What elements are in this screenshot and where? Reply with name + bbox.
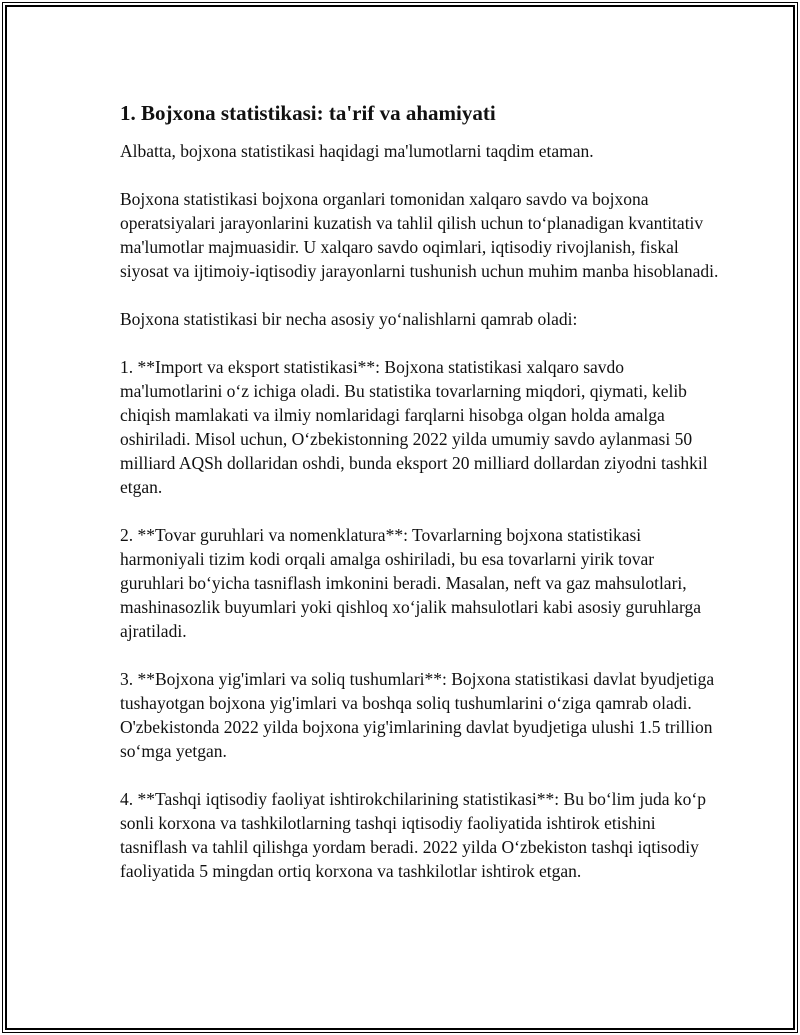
directions-paragraph: Bojxona statistikasi bir necha asosiy yo‘nalishlarni qamrab oladi: <box>120 309 578 329</box>
definition-paragraph: Bojxona statistikasi bojxona organlari tomonidan xalqaro savdo va bojxona operatsiyalari jarayonlarini kuzatish va tahlil qilish uchun to‘planadigan kvantitativ ma'lumotlar majmuasidir. U xalqaro savdo oqimlari, iqtisodiy rivojlanish, fiskal siyosat va ijtimoiy-iqtisodiy jarayonlarni tushunish uchun muhim manba hisoblanadi. <box>120 189 719 281</box>
document-body <box>120 99 720 907</box>
list-item-nomenclature: 2. **Tovar guruhlari va nomenklatura**: Tovarlarning bojxona statistikasi harmoniyali tizim kodi orqali amalga oshiriladi, bu esa tovarlarni yirik tovar guruhlari bo‘yicha tasniflash imkonini beradi. Masalan, neft va gaz mahsulotlari, mashinasozlik buyumlari yoki qishloq xo‘jalik mahsulotlari kabi asosiy guruhlarga ajratiladi. <box>120 525 701 641</box>
document-title: 1. Bojxona statistikasi: ta'rif va ahamiyati <box>120 101 496 125</box>
intro-paragraph: Albatta, bojxona statistikasi haqidagi ma'lumotlarni taqdim etaman. <box>120 141 594 161</box>
list-item-customs-duties: 3. **Bojxona yig'imlari va soliq tushumlari**: Bojxona statistikasi davlat byudjetiga tushayotgan bojxona yig'imlari va boshqa soliq tushumlarini o‘ziga qamrab oladi. O'zbekistonda 2022 yilda bojxona yig'imlarining davlat byudjetiga ulushi 1.5 trillion so‘mga yetgan. <box>120 669 715 761</box>
list-item-participants: 4. **Tashqi iqtisodiy faoliyat ishtirokchilarining statistikasi**: Bu bo‘lim juda ko‘p sonli korxona va tashkilotlarning tashqi iqtisodiy faoliyatida ishtirok etishini tasniflash va tahlil qilishga yordam beradi. 2022 yilda O‘zbekiston tashqi iqtisodiy faoliyatida 5 mingdan ortiq korxona va tashkilotlar ishtirok etgan. <box>120 789 706 881</box>
page-border <box>5 5 795 1030</box>
list-item-import-export: 1. **Import va eksport statistikasi**: Bojxona statistikasi xalqaro savdo ma'lumotlarini o‘z ichiga oladi. Bu statistika tovarlarning miqdori, qiymati, kelib chiqish mamlakati va ilmiy nomlaridagi farqlarni hisobga olgan holda amalga oshiriladi. Misol uchun, O‘zbekistonning 2022 yilda umumiy savdo aylanmasi 50 milliard AQSh dollaridan oshdi, bunda eksport 20 milliard dollardan ziyodni tashkil etgan. <box>120 357 708 497</box>
